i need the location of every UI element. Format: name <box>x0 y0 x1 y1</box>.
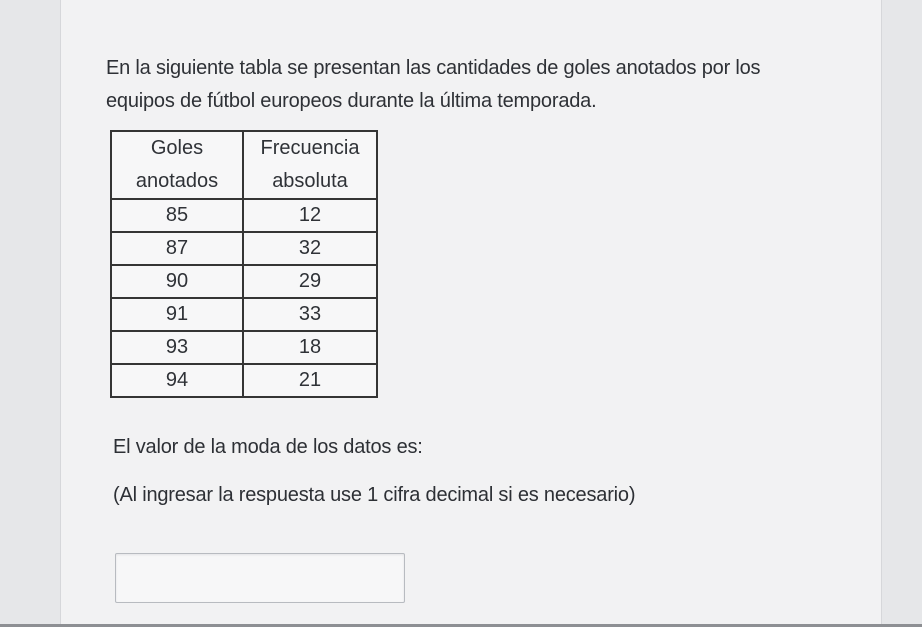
goles-cell: 94 <box>111 364 243 397</box>
goles-cell: 93 <box>111 331 243 364</box>
frequency-cell: 21 <box>243 364 377 397</box>
frequency-cell: 12 <box>243 199 377 232</box>
frequency-cell: 29 <box>243 265 377 298</box>
table-row <box>111 298 377 331</box>
goles-cell: 90 <box>111 265 243 298</box>
frequency-cell: 32 <box>243 232 377 265</box>
frequency-cell: 33 <box>243 298 377 331</box>
table-row <box>111 265 377 298</box>
header-goles-line-2: anotados <box>135 170 219 192</box>
answer-input[interactable] <box>115 553 405 603</box>
table-row <box>111 199 377 232</box>
mode-question-text: El valor de la moda de los datos es: <box>113 436 423 458</box>
goles-cell: 85 <box>111 199 243 232</box>
header-goles-anotados <box>111 131 243 199</box>
table-row <box>111 364 377 397</box>
frequency-cell: 18 <box>243 331 377 364</box>
goles-cell: 91 <box>111 298 243 331</box>
table-header-row <box>111 131 377 199</box>
frequency-table <box>110 130 378 398</box>
header-frecuencia-absoluta <box>243 131 377 199</box>
table-row <box>111 331 377 364</box>
answer-instruction-text: (Al ingresar la respuesta use 1 cifra decimal si es necesario) <box>113 484 636 506</box>
header-frecuencia-line-2: absoluta <box>272 170 348 192</box>
table-row <box>111 232 377 265</box>
header-goles-line-1: Goles <box>150 137 204 159</box>
header-frecuencia-line-1: Frecuencia <box>260 137 360 159</box>
question-intro-text: En la siguiente tabla se presentan las cantidades de goles anotados por los equipos de fútbol europeos durante la última temporada. <box>106 57 761 112</box>
goles-cell: 87 <box>111 232 243 265</box>
